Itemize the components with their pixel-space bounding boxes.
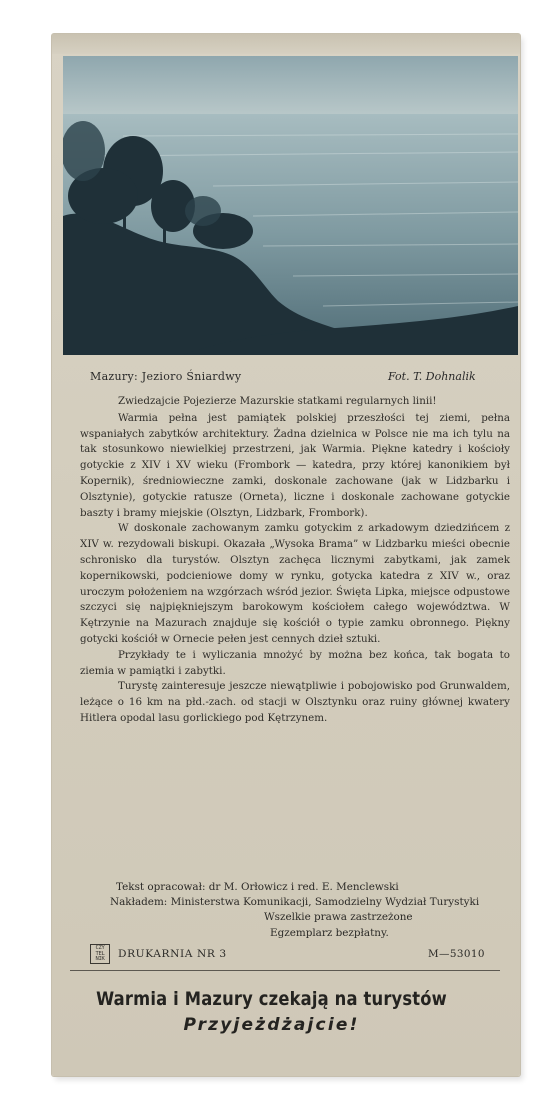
footer-headline: Warmia i Mazury czekają na turystów <box>96 988 447 1010</box>
paragraph-castles: W doskonale zachowanym zamku gotyckim z arkadowym dziedzińcem z XIV w. rezydowali biskupi. Okazała „Wysoka Brama” w Lidzbarku mieści obecnie schronisko dla turystów. Olsztyn zachęca licznymi zabytkami, jak zamek kopernikowski, podcieniowe domy w rynku, gotycka katedra z XIV w., oraz uroczym położeniem na wzgórzach wśród jezior. Święta Lipka, miejsce odpustowe szczyci się najpiękniejszym barokowym kościołem całego województwa. W Kętrzynie na Mazurach znajduje się kościół o typie zamku obronnego. Piękny gotycki kościół w Ornecie pełen jest cennych dzieł sztuki. <box>80 522 510 645</box>
body-text <box>80 394 510 727</box>
credits-publisher: Nakładem: Ministerstwa Komunikacji, Samodzielny Wydział Turystyki <box>110 896 480 909</box>
photo-credit: Fot. T. Dohnalik <box>388 370 476 383</box>
divider <box>70 970 500 971</box>
credits-author: Tekst opracował: dr M. Orłowicz i red. E. Menclewski <box>116 881 399 893</box>
footer-tagline: Przyjeżdżajcie! <box>183 1015 360 1035</box>
paragraph-intro: Zwiedzajcie Pojezierze Mazurskie statkami regularnych linii! <box>118 395 437 407</box>
printer-name: DRUKARNIA NR 3 <box>118 948 227 960</box>
credits-free-copy: Egzemplarz bezpłatny. <box>270 926 389 939</box>
credits-rights: Wszelkie prawa zastrzeżone <box>264 911 413 924</box>
lake-photo <box>63 56 518 355</box>
print-info-row <box>90 944 510 966</box>
publisher-logo-icon: CZY TEL NIK <box>90 944 110 964</box>
paragraph-warmia: Warmia pełna jest pamiątek polskiej przeszłości tej ziemi, pełna wspaniałych zabytków architektury. Żadna dzielnica w Polsce nie ma ich tylu na tak stosunkowo niewielkiej przestrzeni, jak Warmia. Piękne katedry i kościoły gotyckie z XIV i XV wieku (Frombork — katedra, przy której kanonikiem był Kopernik), średniowieczne zamki, doskonale zachowane (jak w Lidzbarku i Olsztynie), gotyckie ratusze (Orneta), liczne i doskonale zachowane gotyckie baszty i bramy miejskie (Olsztyn, Lidzbark, Frombork). <box>80 411 510 519</box>
print-code: M—53010 <box>428 948 485 960</box>
photo-caption: Mazury: Jezioro Śniardwy <box>90 370 242 383</box>
fold-strip <box>52 34 520 54</box>
credits-block <box>110 880 520 941</box>
paragraph-examples: Przykłady te i wyliczania mnożyć by można bez końca, tak bogata to ziemia w pamiątki i zabytki. <box>80 648 510 677</box>
paragraph-grunwald: Turystę zainteresuje jeszcze niewątpliwie i pobojowisko pod Grunwaldem, leżące o 16 km na płd.-zach. od stacji w Olsztynku oraz ruiny głównej kwatery Hitlera opodal lasu gorlickiego pod Kętrzynem. <box>80 680 510 724</box>
